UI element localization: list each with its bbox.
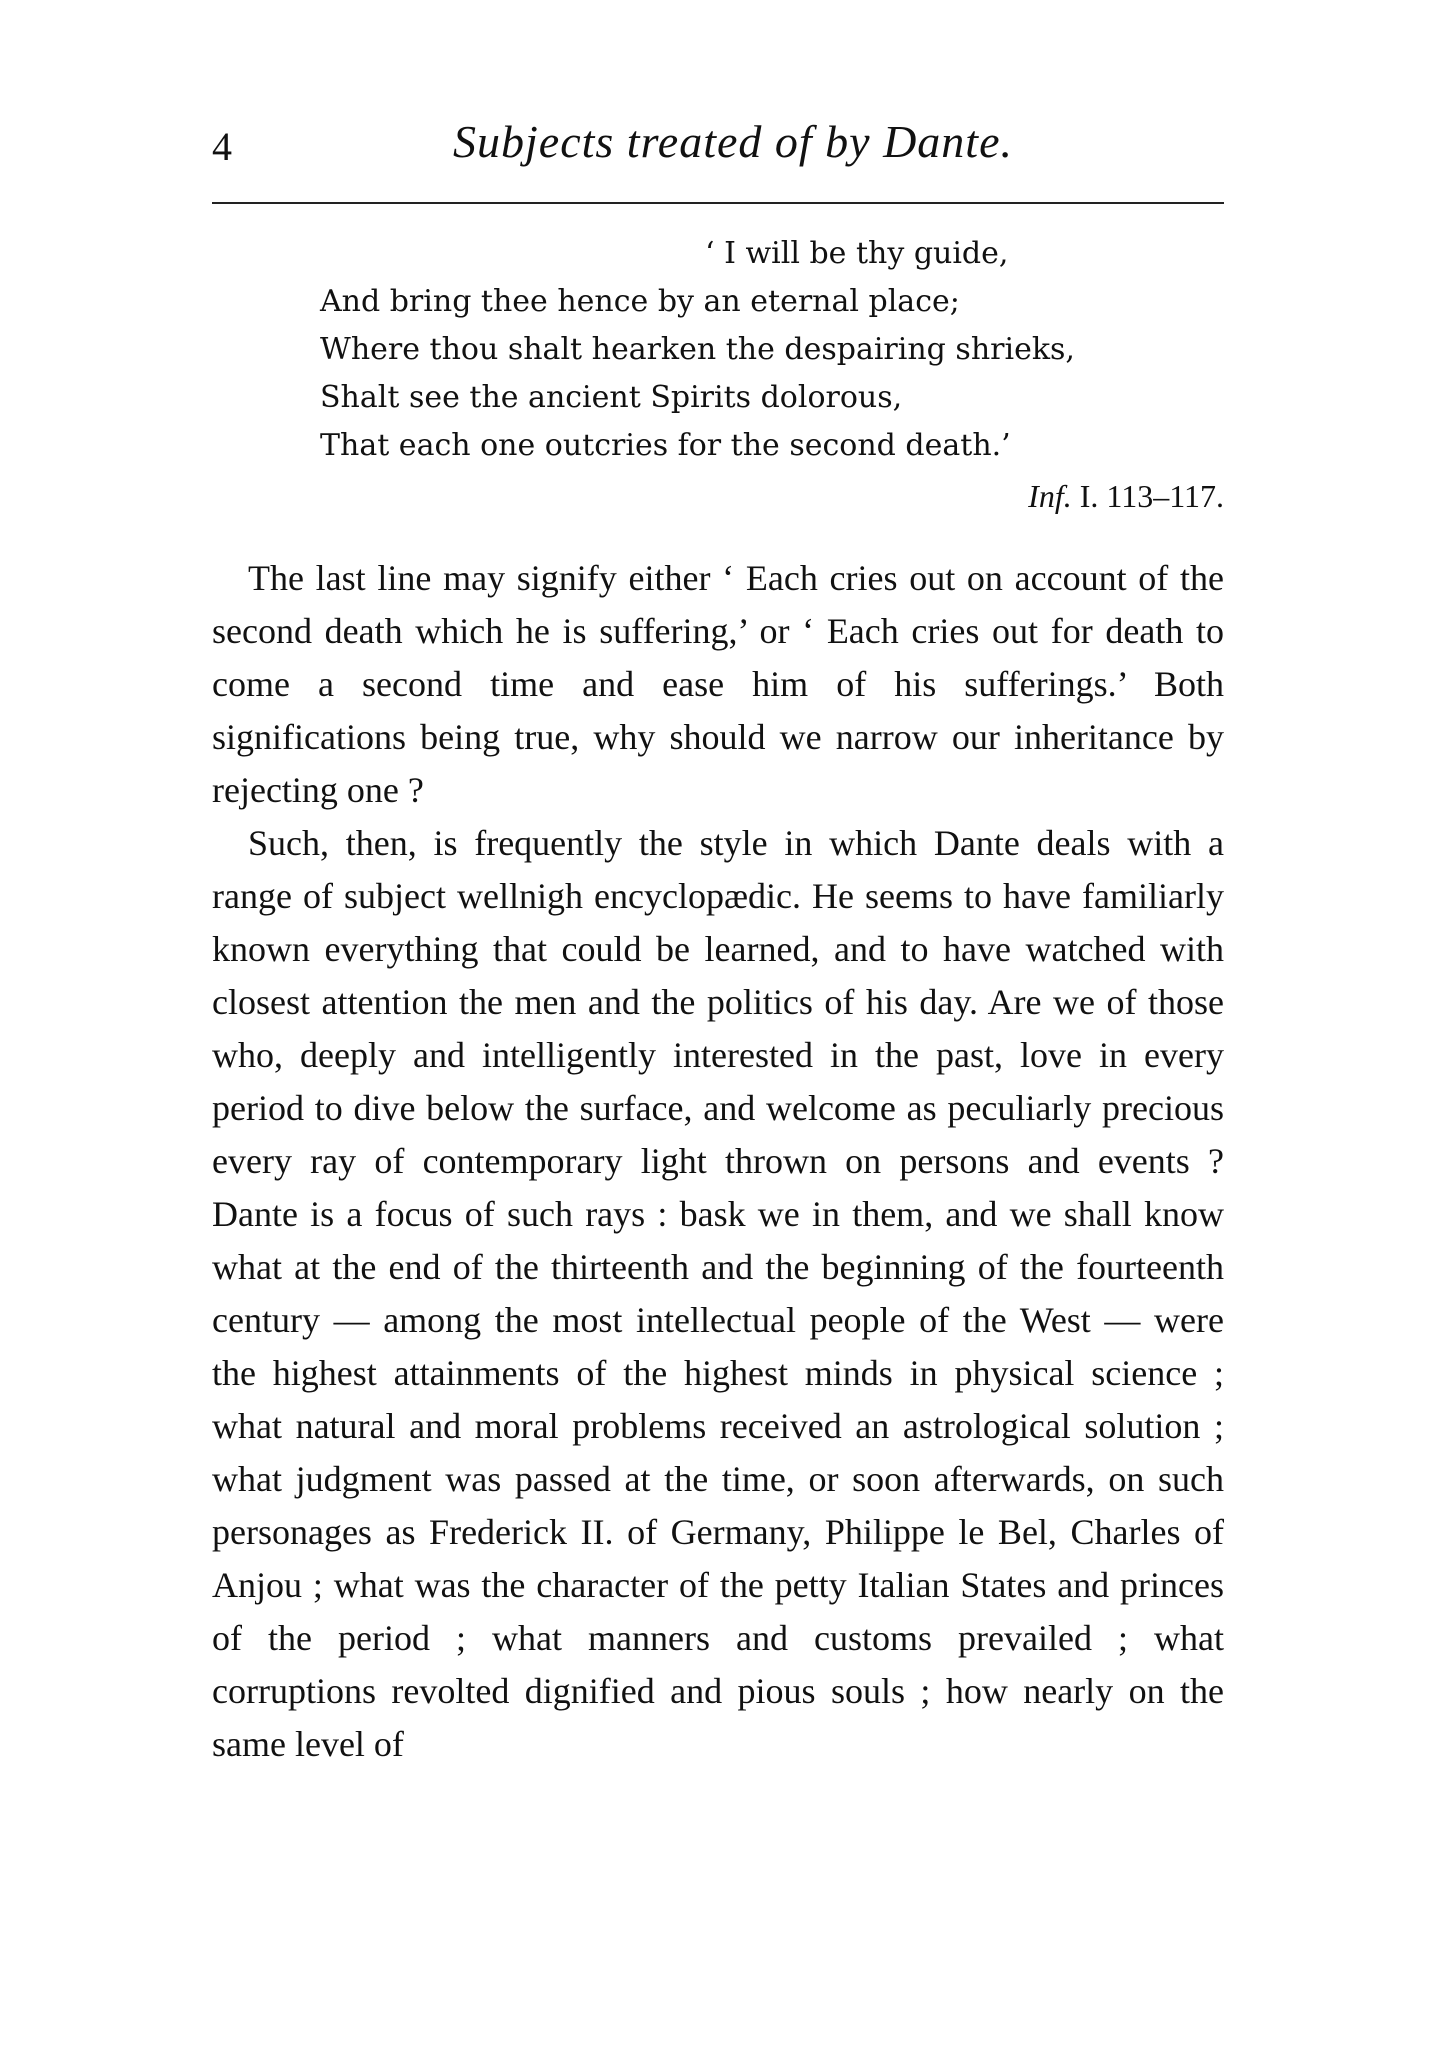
running-head <box>212 112 1224 182</box>
verse-citation <box>320 470 1224 522</box>
verse-line: Shalt see the ancient Spirits dolorous, <box>320 380 903 415</box>
verse-line: That each one outcries for the second death.’ <box>320 428 1011 463</box>
page-number: 4 <box>212 124 232 169</box>
paragraph: The last line may signify either ‘ Each cries out on account of the second death which he is suffering,’ or ‘ Each cries out for death to come a second time and ease him of his sufferings.’ Both significations being true, why should we narrow our inheritance by rejecting one ? <box>212 558 1224 810</box>
verse-line: ‘ I will be thy guide, <box>705 236 1009 271</box>
citation-work: Inf. <box>1028 478 1072 514</box>
body-text <box>212 552 1224 1771</box>
citation-reference: I. 113–117. <box>1079 478 1224 514</box>
paragraph: Such, then, is frequently the style in which Dante deals with a range of subject wellnigh encyclopædic. He seems to have familiarly known everything that could be learned, and to have watched with closest attention the men and the politics of his day. Are we of those who, deeply and intelligently interested in the past, love in every period to dive below the surface, and welcome as peculiarly precious every ray of contemporary light thrown on persons and events ? Dante is a focus of such rays : bask we in them, and we shall know what at the end of the thirteenth and the beginning of the fourteenth century — among the most intellectual people of the West — were the highest attainments of the highest minds in physical science ; what natural and moral problems received an astrological solution ; what judgment was passed at the time, or soon afterwards, on such personages as Frederick II. of Germany, Philippe le Bel, Charles of Anjou ; what was the character of the petty Italian States and princes of the period ; what manners and customs prevailed ; what corruptions revolted dignified and pious souls ; how nearly on the same level of <box>212 823 1224 1764</box>
verse-quotation <box>320 230 1224 522</box>
page-title: Subjects treated of by Dante. <box>453 116 1013 167</box>
verse-line: Where thou shalt hearken the despairing shrieks, <box>320 332 1075 367</box>
header-rule <box>212 202 1224 204</box>
verse-line: And bring thee hence by an eternal place; <box>320 284 960 319</box>
